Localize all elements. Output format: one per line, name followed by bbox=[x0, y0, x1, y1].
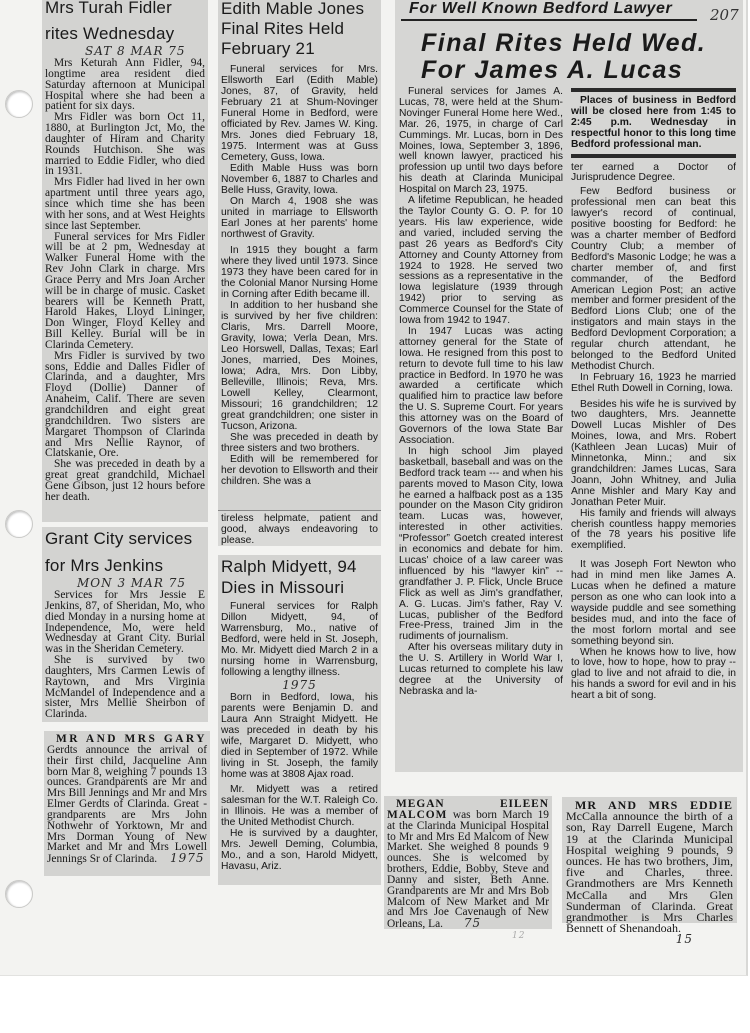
paragraph: A lifetime Republican, he headed the Taylor County G. O. P. for 10 years. His law experience, wide and varied, included serving the past 26 years as Bedford's City Attorney and County Attorney from 1924 to 1928. He served two sessions as a representative in the Iowa legislature (1939 through 1942) prior to serving as Commerce Counsel for the State of Iowa from 1942 to 1947. bbox=[399, 195, 563, 327]
paragraph: Places of business in Bedford will be closed here from 1:45 to 2:45 p.m. Wednesday in respectful honor to this long time Bedford professional man. bbox=[571, 95, 736, 150]
headline: For James A. Lucas bbox=[421, 56, 684, 84]
paragraph: Mrs Fidler had lived in her own apartment until three years ago, since which time she has been with her sons, and at West Heights since last September. bbox=[45, 176, 205, 232]
headline: Edith Mable Jones bbox=[221, 0, 365, 18]
paragraph: In 1947 Lucas was acting attorney general for the State of Iowa. He resigned from this post to return to devote full time to his law practice in Bedford. In 1970 he was awarded a certificate which qualified him to practice law before the U. S. Supreme Court. For years this attorney was on the Board of Governors of the Iowa State Bar Association. bbox=[399, 325, 563, 446]
headline: rites Wednesday bbox=[45, 24, 175, 43]
paragraph: Gerdts announce the arrival of their first child, Jacqueline Ann born Mar 8, weighing 7 pounds 13 ounces. Grandparents are Mr and Mrs Bill Jennings and Mr and Mrs Elmer Gerdts of Clarinda. Great - grandparents are Mrs John Nothwehr of Yorktown, Mr and Mrs Dorman Young of New Market and Mr and Mrs Lowell Jennings Sr of Clarinda. bbox=[47, 743, 207, 866]
headline: Final Rites Held Wed. bbox=[421, 29, 707, 57]
paragraph: Born in Bedford, Iowa, his parents were Benjamin D. and Laura Ann Straight Midyett. He was preceded in death by his wife, Margaret D. Midyett, who died in September of 1972. While living in St. Joseph, the family home was at 3808 Ajax road. bbox=[221, 692, 378, 780]
paragraph: McCalla announce the birth of a son, Ray Darrell Eugene, March 19 at the Clarinda Municipal Hospital weighing 9 pounds, 9 ounces. He has two brothers, Jim, five and Charles, three. Grandmothers are Mrs Kenneth McCalla and Mrs Glen Sunderman of Clarinda. Great grandmother is Mrs Charles Bennett of Shenandoah. bbox=[566, 809, 733, 936]
article-body bbox=[47, 734, 207, 865]
paragraph: Mrs Keturah Ann Fidler, 94, longtime area resident died Saturday afternoon at Municipal Hospital where she had been a patient for six days. bbox=[45, 57, 205, 113]
clipping-fidler-obituary bbox=[42, 0, 208, 522]
clipping-jones-obituary bbox=[218, 0, 381, 510]
handwritten-mark: 12 bbox=[512, 931, 526, 941]
paragraph: His family and friends will always cherish countless happy memories of the 78 years his positive life exemplified. bbox=[571, 507, 736, 552]
closing-notice bbox=[571, 88, 736, 158]
clipping-midyett-obituary bbox=[218, 555, 381, 885]
headline: for Mrs Jenkins bbox=[45, 556, 164, 575]
paragraph: On March 4, 1908 she was united in marriage to Ellsworth Earl Jones at her parents' home northwest of Gravity. bbox=[221, 196, 378, 240]
handwritten-year: 15 bbox=[675, 932, 693, 947]
handwritten-year: 1975 bbox=[282, 678, 317, 692]
headline: Final Rites Held bbox=[221, 19, 345, 38]
paragraph: When he knows how to live, how to love, how to hope, how to pray -- glad to live and not afraid to die, in his hands a sword for evil and in his heart a bit of song. bbox=[571, 646, 736, 702]
paragraph: Services for Mrs Jessie E Jenkins, 87, of Sheridan, Mo, who died Monday in a nursing home at Independence, Mo, were held Wednesday at Grant City. Burial was in the Sheridan Cemetery. bbox=[45, 589, 205, 656]
punch-hole bbox=[5, 880, 33, 908]
punch-hole bbox=[5, 90, 33, 118]
handwritten-year: 1975 bbox=[169, 851, 205, 866]
paragraph: Edith will be remembered for her devotion to Ellsworth and their children. She was a bbox=[221, 454, 378, 487]
article-body bbox=[566, 798, 733, 947]
article-body bbox=[45, 58, 205, 503]
article-body bbox=[45, 590, 205, 720]
handwritten-date: SAT 8 MAR 75 bbox=[85, 44, 186, 58]
paragraph: In addition to her husband she is survived by her five children: Claris, Mrs. Darrell Moore, Gravity, Iowa; Verla Dean, Mrs. Leo Horswell, Dallas, Texas; Earl Jones, married, Des Moines, Iowa; Adra, Mrs. Don Libby, Belleville, Illinois; Reva, Mrs. Lowell Kelley, Clearmont, Missouri; 16 grandchildren; 12 great grandchildren; one sister in Tucson, Arizona. bbox=[221, 300, 378, 432]
clipping-jenkins-services bbox=[42, 527, 208, 722]
paragraph: Mr. Midyett was a retired salesman for the W.T. Raleigh Co. in Illinois. He was a member of the United Methodist Church. bbox=[221, 784, 378, 828]
paragraph: In February 16, 1923 he married Ethel Ruth Dowell in Corning, Iowa. bbox=[571, 371, 736, 394]
article-body bbox=[221, 64, 378, 487]
handwritten-date: MON 3 MAR 75 bbox=[77, 576, 186, 590]
paragraph: ter earned a Doctor of Jurisprudence Degree. bbox=[571, 161, 736, 184]
clipping-malcom-birth bbox=[384, 796, 552, 929]
lead-in: MR AND MRS GARY bbox=[56, 733, 207, 745]
clipping-jones-continuation: tireless helpmate, patient and good, always endeavoring to please. bbox=[218, 510, 381, 546]
headline: Ralph Midyett, 94 bbox=[221, 557, 357, 576]
paragraph: Besides his wife he is survived by two daughters, Mrs. Jeannette Dowell Lucas Mishler of Des Moines, Iowa, and Mrs. Robert (Kathleen Jean Lucas) Muir of Minnetonka, Minn.; and six grandchildren: James Lucas, Sara Joann, John Whitney, and Julia Anne Mishler and Mary Kay and Jonathan Peter Muir. bbox=[571, 398, 736, 508]
article-column-1 bbox=[399, 87, 563, 698]
punch-hole bbox=[5, 510, 33, 538]
headline: Dies in Missouri bbox=[221, 578, 345, 597]
lead-in: MEGAN EILEEN MALCOM bbox=[387, 798, 549, 821]
paragraph: Few Bedford business or professional men can beat this lawyer's record of continual, positive boosting for Bedford: he was a charter member of Bedford Country Club; a member of Bedford's Masonic Lodge; he was a charter member of, and first commander, of the Bedford American Legion Post; an active member and former president of the Bedford Lions Club; one of the instigators and main stays in the Bedford Devlopment Corporation; a regular church attendant, he belonged to the Bedford United Methodist Church. bbox=[571, 186, 736, 372]
paragraph: In high school Jim played basketball, baseball and was on the Bedford track team --- and when his parents moved to Mason City, Iowa he earned a halfback post as a 135 pounder on the Mason City gridiron team. Lucas was, however, interested in other activities. “Professor” Goetch created interest in economics and debate for him. Lucas' choice of a law career was influenced by his “lawyer kin” -- grandfather J. P. Flick, Uncle Bruce Flick as well as Jim's grandfather, A. G. Lucas. Jim's father, Ray V. Lucas, publisher of the Bedford Free-Press, trained Jim in the rudiments of journalism. bbox=[399, 445, 563, 643]
handwritten-year: 75 bbox=[463, 916, 482, 931]
paragraph: She was preceded in death by a great great grandchild, Michael Gene Gibson, just 12 hours before her death. bbox=[45, 458, 205, 503]
clipping-mccalla-birth bbox=[562, 797, 737, 947]
headline: Mrs Turah Fidler bbox=[45, 0, 172, 17]
paragraph: was born March 19 at the Clarinda Municipal Hospital to Mr and Mrs Ed Malcom of New Market. She weighed 8 pounds 9 ounces. She is welcomed by brothers, Eddie, Bobby, Steve and Danny and sister, Beth Anne. Grandparents are Mr and Mrs Bob Malcom of New Market and Mr and Mrs Joe Cavenaugh of New Orleans, La. bbox=[387, 808, 549, 931]
clipping-gerdts-birth bbox=[44, 731, 210, 876]
paragraph: Funeral services for Mrs. Ellsworth Earl (Edith Mable) Jones, 87, of Gravity, held February 21 at Shum-Novinger Funeral Home in Bedford, were officiated by Rev. James W. King. Mrs. Jones died February 18, 1975. Interment was at Guss Cemetery, Guss, Iowa. bbox=[221, 64, 378, 163]
article-column-2 bbox=[571, 88, 736, 702]
kicker-headline: For Well Known Bedford Lawyer bbox=[401, 0, 697, 21]
clipping-lucas-obituary bbox=[395, 0, 743, 772]
paragraph: It was Joseph Fort Newton who had in mind men like James A. Lucas when he defined a mature person as one who can look into a wayside puddle and see something besides mud, and into the face of the most forlorn mortal and see something beyond sin. bbox=[571, 559, 736, 647]
paragraph: Mrs Fidler was born Oct 11, 1880, at Burlington Jct, Mo, the daughter of Hiram and Charity Rounds Hutchison. She was married to Eddie Fidler, who died in 1931. bbox=[45, 111, 205, 178]
page-number: 207 bbox=[710, 6, 739, 24]
paragraph: She was preceded in death by three sisters and two brothers. bbox=[221, 432, 378, 454]
paragraph: In 1915 they bought a farm where they lived until 1973. Since 1973 they have been cared for in the Colonial Manor Nursing Home in Corning after Edith became ill. bbox=[221, 245, 378, 300]
paragraph: He is survived by a daughter, Mrs. Jewell Deming, Columbia, Mo., and a son, Harold Midyett, Havasu, Ariz. bbox=[221, 828, 378, 872]
paragraph: Edith Mable Huss was born November 6, 1887 to Charles and Belle Huss, Gravity, Iowa. bbox=[221, 163, 378, 196]
paragraph: She is survived by two daughters, Mrs Carmen Lewis of Raytown, and Mrs Virginia McMandel of Independence and a sister, Mrs Mellie Sheirbon of Clarinda. bbox=[45, 654, 205, 721]
headline: Grant City services bbox=[45, 529, 193, 548]
headline: February 21 bbox=[221, 39, 315, 58]
paragraph: Funeral services for Mrs Fidler will be at 2 pm, Wednesday at Walker Funeral Home with the Rev John Clark in charge. Mrs Grace Perry and Mrs Joan Archer will be in charge of music. Casket bearers will be Kenneth Pratt, Harold Hakes, Lloyd Lininger, Don Winger, Floyd Kelley and Bill Kelley. Burial will be in Clarinda Cemetery. bbox=[45, 230, 205, 351]
lead-in: MR AND MRS EDDIE bbox=[575, 798, 733, 812]
paragraph: Mrs Fidler is survived by two sons, Eddie and Dalles Fidler of Clarinda, and a daughter, Mrs Floyd (Dollie) Danner of Anaheim, Calif. There are seven grandchildren and eight great grandchildren. Two sisters are Margaret Thompson of Clarinda and Mrs Nellie Raynor, of Clatskanie, Ore. bbox=[45, 349, 205, 460]
paragraph: Funeral services for Ralph Dillon Midyett, 94, of Warrensburg, Mo., native of Bedford, were held in St. Joseph, Mo. Mr. Midyett died March 2 in a nursing home in Warrensburg, following a lengthy illness. bbox=[221, 601, 378, 678]
paragraph: Funeral services for James A. Lucas, 78, were held at the Shum-Novinger Funeral Home here Wed., Mar. 26, 1975, in charge of Carl Cummings. Mr. Lucas, born in Des Moines, Iowa, September 3, 1896, well known lawyer, practiced his profession up until two days before his death at Clarinda Municipal Hospital on March 23, 1975. bbox=[399, 86, 563, 196]
article-body bbox=[221, 601, 378, 872]
article-body bbox=[387, 799, 549, 930]
paragraph: After his overseas military duty in the U. S. Artillery in World War I, Lucas returned to complete his law degree at the University of Nebraska and la- bbox=[399, 642, 563, 697]
